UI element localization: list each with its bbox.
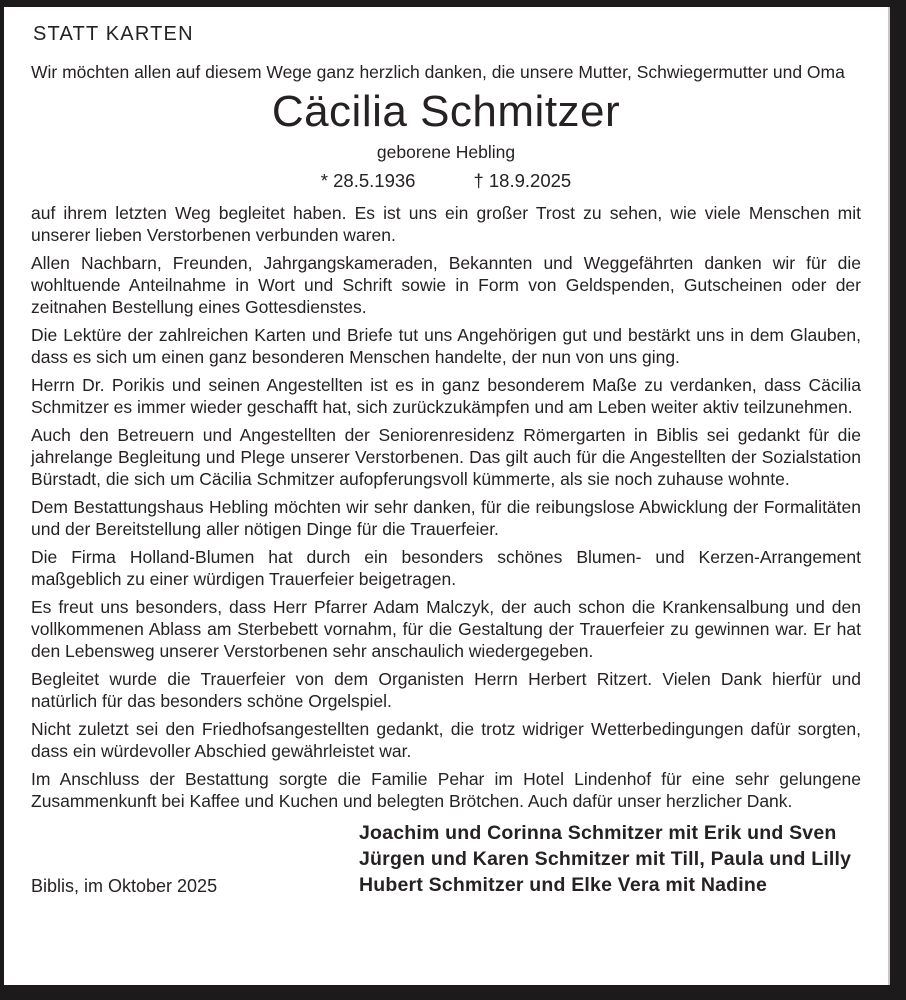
obituary-notice — [4, 7, 890, 985]
deceased-header — [31, 87, 861, 192]
paragraph-11: Im Anschluss der Bestattung sorgte die Familie Pehar im Hotel Lindenhof für eine sehr gelungene Zusammenkunft bei Kaffee und Kuchen und belegten Brötchen. Auch dafür unser herzlicher Dank. — [31, 769, 861, 811]
paragraph-3: Die Lektüre der zahlreichen Karten und Briefe tut uns Angehörigen gut und bestärkt uns in dem Glauben, dass es sich um einen ganz besonderen Menschen handelte, der nun von uns ging. — [31, 325, 861, 367]
life-dates — [31, 170, 861, 192]
intro-text: Wir möchten allen auf diesem Wege ganz herzlich danken, die unsere Mutter, Schwiegermutter und Oma — [31, 62, 845, 82]
paragraph-8: Es freut uns besonders, dass Herr Pfarrer Adam Malczyk, der auch schon die Krankensalbung und den vollkommenen Ablass am Sterbebett vornahm, für die Gestaltung der Trauerfeier zu gewinnen war. Er hat den Lebensweg unserer Verstorbenen sehr anschaulich wiedergegeben. — [31, 597, 861, 661]
paragraph-5: Auch den Betreuern und Angestellten der Seniorenresidenz Römergarten in Biblis sei gedankt für die jahrelange Begleitung und Plege unserer Verstorbenen. Das gilt auch für die Angestellten der Sozialstation Bürstadt, die sich um Cäcilia Schmitzer aufopferungsvoll kümmerte, als sie noch zuhause wohnte. — [31, 425, 861, 489]
paragraph-10: Nicht zuletzt sei den Friedhofsangestellten gedankt, die trotz widriger Wetterbedingungen dafür sorgten, dass ein würdevoller Abschied gewährleistet war. — [31, 719, 861, 761]
paragraph-7: Die Firma Holland-Blumen hat durch ein besonders schönes Blumen- und Kerzen-Arrangement maßgeblich zu einer würdigen Trauerfeier beigetragen. — [31, 547, 861, 589]
closing-row — [31, 820, 861, 898]
paragraph-4: Herrn Dr. Porikis und seinen Angestellten ist es in ganz besonderem Maße zu verdanken, dass Cäcilia Schmitzer es immer wieder geschafft hat, sich zurückzukämpfen und am Leben weiter aktiv teilzunehmen. — [31, 375, 861, 417]
maiden-name: geborene Hebling — [376, 142, 516, 162]
signature-line-1: Joachim und Corinna Schmitzer mit Erik und Sven — [359, 822, 837, 844]
deceased-name: Cäcilia Schmitzer — [271, 87, 621, 136]
family-signatures — [359, 820, 851, 898]
paragraph-6: Dem Bestattungshaus Hebling möchten wir sehr danken, für die reibungslose Abwicklung der Formalitäten und der Bereitstellung aller nötigen Dinge für die Trauerfeier. — [31, 497, 861, 539]
signature-line-3: Hubert Schmitzer und Elke Vera mit Nadine — [359, 874, 768, 896]
paragraph-9: Begleitet wurde die Trauerfeier von dem Organisten Herrn Herbert Ritzert. Vielen Dank hierfür und natürlich für das besonders schöne Orgelspiel. — [31, 669, 861, 711]
signature-line-2: Jürgen und Karen Schmitzer mit Till, Paula und Lilly — [359, 848, 852, 870]
thanks-text — [31, 202, 861, 812]
paragraph-1: auf ihrem letzten Weg begleitet haben. Es ist uns ein großer Trost zu sehen, wie viele Menschen mit unserer lieben Verstorbenen verbunden waren. — [31, 203, 861, 245]
birth-date: * 28.5.1936 — [320, 170, 416, 191]
kicker-statt-karten: STATT KARTEN — [33, 23, 194, 45]
place-date: Biblis, im Oktober 2025 — [31, 876, 218, 896]
death-date: † 18.9.2025 — [473, 170, 572, 191]
paragraph-2: Allen Nachbarn, Freunden, Jahrgangskameraden, Bekannten und Weggefährten danken wir für die wohltuende Anteilnahme in Wort und Schrift sowie in Form von Geldspenden, Gutscheinen oder der zeitnahen Bestellung eines Gottesdienstes. — [31, 253, 861, 317]
